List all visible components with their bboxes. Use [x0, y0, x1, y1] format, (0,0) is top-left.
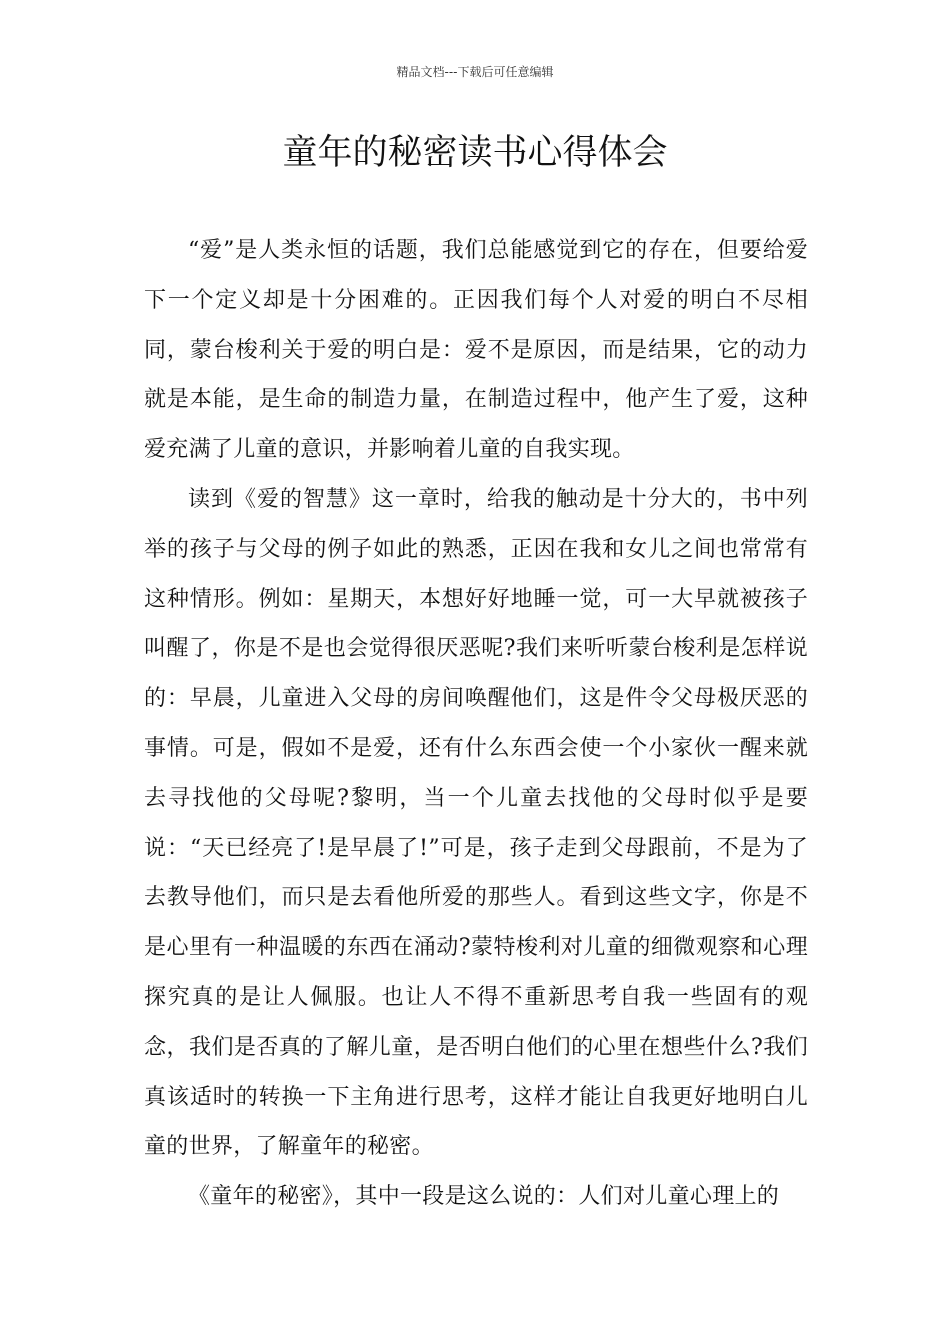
document-title: 童年的秘密读书心得体会	[282, 133, 668, 173]
paragraph-3: 《童年的秘密》，其中一段是这么说的：人们对儿童心理上的	[188, 1184, 780, 1210]
paragraph-1: “爱”是人类永恒的话题，我们总能感觉到它的存在，但要给爱下一个定义却是十分困难的。正因我们每个人对爱的明白不尽相同，蒙台梭利关于爱的明白是：爱不是原因，而是结果，它的动力就是本能，是生命的制造力量，在制造过程中，他产生了爱，这种爱充满了儿童的意识，并影响着儿童的自我实现。	[144, 238, 808, 463]
document-body	[144, 226, 808, 1222]
page-header: 精品文档---下载后可任意编辑	[396, 65, 554, 79]
paragraph-2: 读到《爱的智慧》这一章时，给我的触动是十分大的，书中列举的孩子与父母的例子如此的熟悉，正因在我和女儿之间也常常有这种情形。例如：星期天，本想好好地睡一觉，可一大早就被孩子叫醒了，你是不是也会觉得很厌恶呢?我们来听听蒙台梭利是怎样说的：早晨，儿童进入父母的房间唤醒他们，这是件令父母极厌恶的事情。可是，假如不是爱，还有什么东西会使一个小家伙一醒来就去寻找他的父母呢?黎明，当一个儿童去找他的父母时似乎是要说：“天已经亮了!是早晨了!”可是，孩子走到父母跟前，不是为了去教导他们，而只是去看他所爱的那些人。看到这些文字，你是不是心里有一种温暖的东西在涌动?蒙特梭利对儿童的细微观察和心理探究真的是让人佩服。也让人不得不重新思考自我一些固有的观念，我们是否真的了解儿童，是否明白他们的心里在想些什么?我们真该适时的转换一下主角进行思考，这样才能让自我更好地明白儿童的世界，了解童年的秘密。	[144, 486, 808, 1160]
